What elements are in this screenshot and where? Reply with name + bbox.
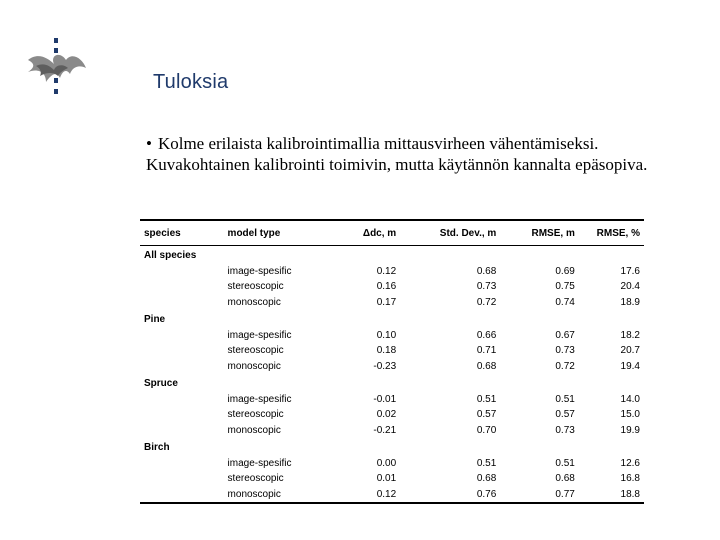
table-row [140, 359, 644, 375]
header-std-dev: Std. Dev., m [400, 220, 500, 246]
species-cell-empty [140, 471, 224, 487]
species-cell-empty [140, 423, 224, 439]
model-type-cell: stereoscopic [227, 409, 284, 421]
rmse-pct-cell: 15.0 [620, 409, 640, 421]
rmse-m-cell: 0.72 [555, 360, 575, 372]
species-cell-empty [140, 359, 224, 375]
rmse-m-cell: 0.51 [555, 457, 575, 469]
species-group-row [140, 310, 644, 328]
std-dev-cell: 0.57 [476, 409, 497, 421]
species-cell-empty [140, 487, 224, 504]
std-dev-cell: 0.76 [400, 487, 500, 504]
model-type-cell: stereoscopic [227, 281, 284, 293]
std-dev-cell: 0.71 [476, 345, 497, 357]
table-row [140, 423, 644, 439]
university-flame-logo-icon [26, 38, 90, 96]
results-table [140, 219, 644, 504]
delta-dc-cell: 0.17 [376, 296, 397, 308]
rmse-pct-cell: 17.6 [620, 265, 640, 277]
rmse-m-cell: 0.73 [555, 424, 575, 436]
delta-dc-cell: 0.10 [376, 329, 397, 341]
rmse-m-cell: 0.69 [555, 265, 575, 277]
model-type-cell: image-spesific [227, 457, 292, 469]
delta-dc-cell: 0.01 [376, 473, 397, 485]
table-row [140, 392, 644, 408]
std-dev-cell: 0.68 [476, 473, 497, 485]
species-cell-empty [140, 392, 224, 408]
species-cell-empty [140, 456, 224, 472]
std-dev-cell: 0.51 [476, 457, 497, 469]
rmse-m-cell: 0.67 [555, 329, 575, 341]
rmse-pct-cell: 14.0 [620, 393, 640, 405]
model-type-cell: monoscopic [227, 360, 281, 372]
std-dev-cell: 0.72 [476, 296, 497, 308]
rmse-m-cell: 0.51 [555, 393, 575, 405]
rmse-m-cell: 0.68 [555, 473, 575, 485]
species-label: All species [144, 250, 197, 262]
header-model-type: model type [224, 220, 336, 246]
delta-dc-cell: -0.01 [373, 393, 397, 405]
table-row [140, 343, 644, 359]
model-type-cell: image-spesific [227, 329, 292, 341]
model-type-cell: image-spesific [227, 393, 292, 405]
species-group-row [140, 246, 644, 264]
species-group-row [140, 374, 644, 392]
species-cell-empty [140, 264, 224, 280]
rmse-pct-cell: 20.7 [620, 345, 640, 357]
table-row [140, 487, 644, 504]
model-type-cell: stereoscopic [227, 473, 284, 485]
delta-dc-cell: -0.21 [373, 424, 397, 436]
model-type-cell: image-spesific [227, 265, 292, 277]
std-dev-cell: 0.66 [476, 329, 497, 341]
std-dev-cell: 0.51 [476, 393, 497, 405]
rmse-pct-cell: 20.4 [620, 281, 640, 293]
species-label: Birch [144, 442, 170, 454]
rmse-pct-cell: 16.8 [620, 473, 640, 485]
header-rmse-m: RMSE, m [500, 220, 579, 246]
std-dev-cell: 0.73 [476, 281, 497, 293]
delta-dc-cell: 0.12 [336, 487, 400, 504]
species-cell-empty [140, 328, 224, 344]
slide-title: Tuloksia [153, 71, 229, 93]
rmse-m-cell: 0.77 [500, 487, 579, 504]
rmse-pct-cell: 19.9 [620, 424, 640, 436]
species-cell-empty [140, 343, 224, 359]
bullet-text-block [146, 133, 686, 175]
header-rmse-pct: RMSE, % [579, 220, 644, 246]
bullet-marker: • [146, 134, 152, 153]
table-row [140, 295, 644, 311]
delta-dc-cell: -0.23 [373, 360, 397, 372]
rmse-m-cell: 0.75 [555, 281, 575, 293]
species-group-row [140, 438, 644, 456]
delta-dc-cell: 0.00 [376, 457, 397, 469]
header-species: species [140, 220, 224, 246]
rmse-pct-cell: 12.6 [620, 457, 640, 469]
table-header-row [140, 220, 644, 246]
rmse-pct-cell: 19.4 [620, 360, 640, 372]
bullet-text: Kolme erilaista kalibrointimallia mittausvirheen vähentämiseksi. Kuvakohtainen kalibrointi toimivin, mutta käytännön kannalta epäsopiva. [146, 134, 648, 174]
table-row [140, 279, 644, 295]
table-row [140, 264, 644, 280]
std-dev-cell: 0.70 [476, 424, 497, 436]
species-cell-empty [140, 279, 224, 295]
species-label: Pine [144, 314, 166, 326]
species-cell-empty [140, 407, 224, 423]
species-label: Spruce [144, 378, 178, 390]
delta-dc-cell: 0.02 [376, 409, 397, 421]
delta-dc-cell: 0.12 [376, 265, 397, 277]
delta-dc-cell: 0.16 [376, 281, 397, 293]
table-row [140, 456, 644, 472]
table-row [140, 407, 644, 423]
table-row [140, 471, 644, 487]
rmse-m-cell: 0.57 [555, 409, 575, 421]
std-dev-cell: 0.68 [476, 360, 497, 372]
rmse-pct-cell: 18.8 [579, 487, 644, 504]
rmse-m-cell: 0.74 [555, 296, 575, 308]
std-dev-cell: 0.68 [476, 265, 497, 277]
header-delta-dc: Δdc, m [336, 220, 400, 246]
table-row [140, 328, 644, 344]
table-body [140, 246, 644, 504]
model-type-cell: stereoscopic [227, 345, 284, 357]
model-type-cell: monoscopic [227, 424, 281, 436]
model-type-cell: monoscopic [227, 296, 281, 308]
rmse-pct-cell: 18.2 [620, 329, 640, 341]
model-type-cell: monoscopic [224, 487, 336, 504]
rmse-pct-cell: 18.9 [620, 296, 640, 308]
rmse-m-cell: 0.73 [555, 345, 575, 357]
delta-dc-cell: 0.18 [376, 345, 397, 357]
species-cell-empty [140, 295, 224, 311]
